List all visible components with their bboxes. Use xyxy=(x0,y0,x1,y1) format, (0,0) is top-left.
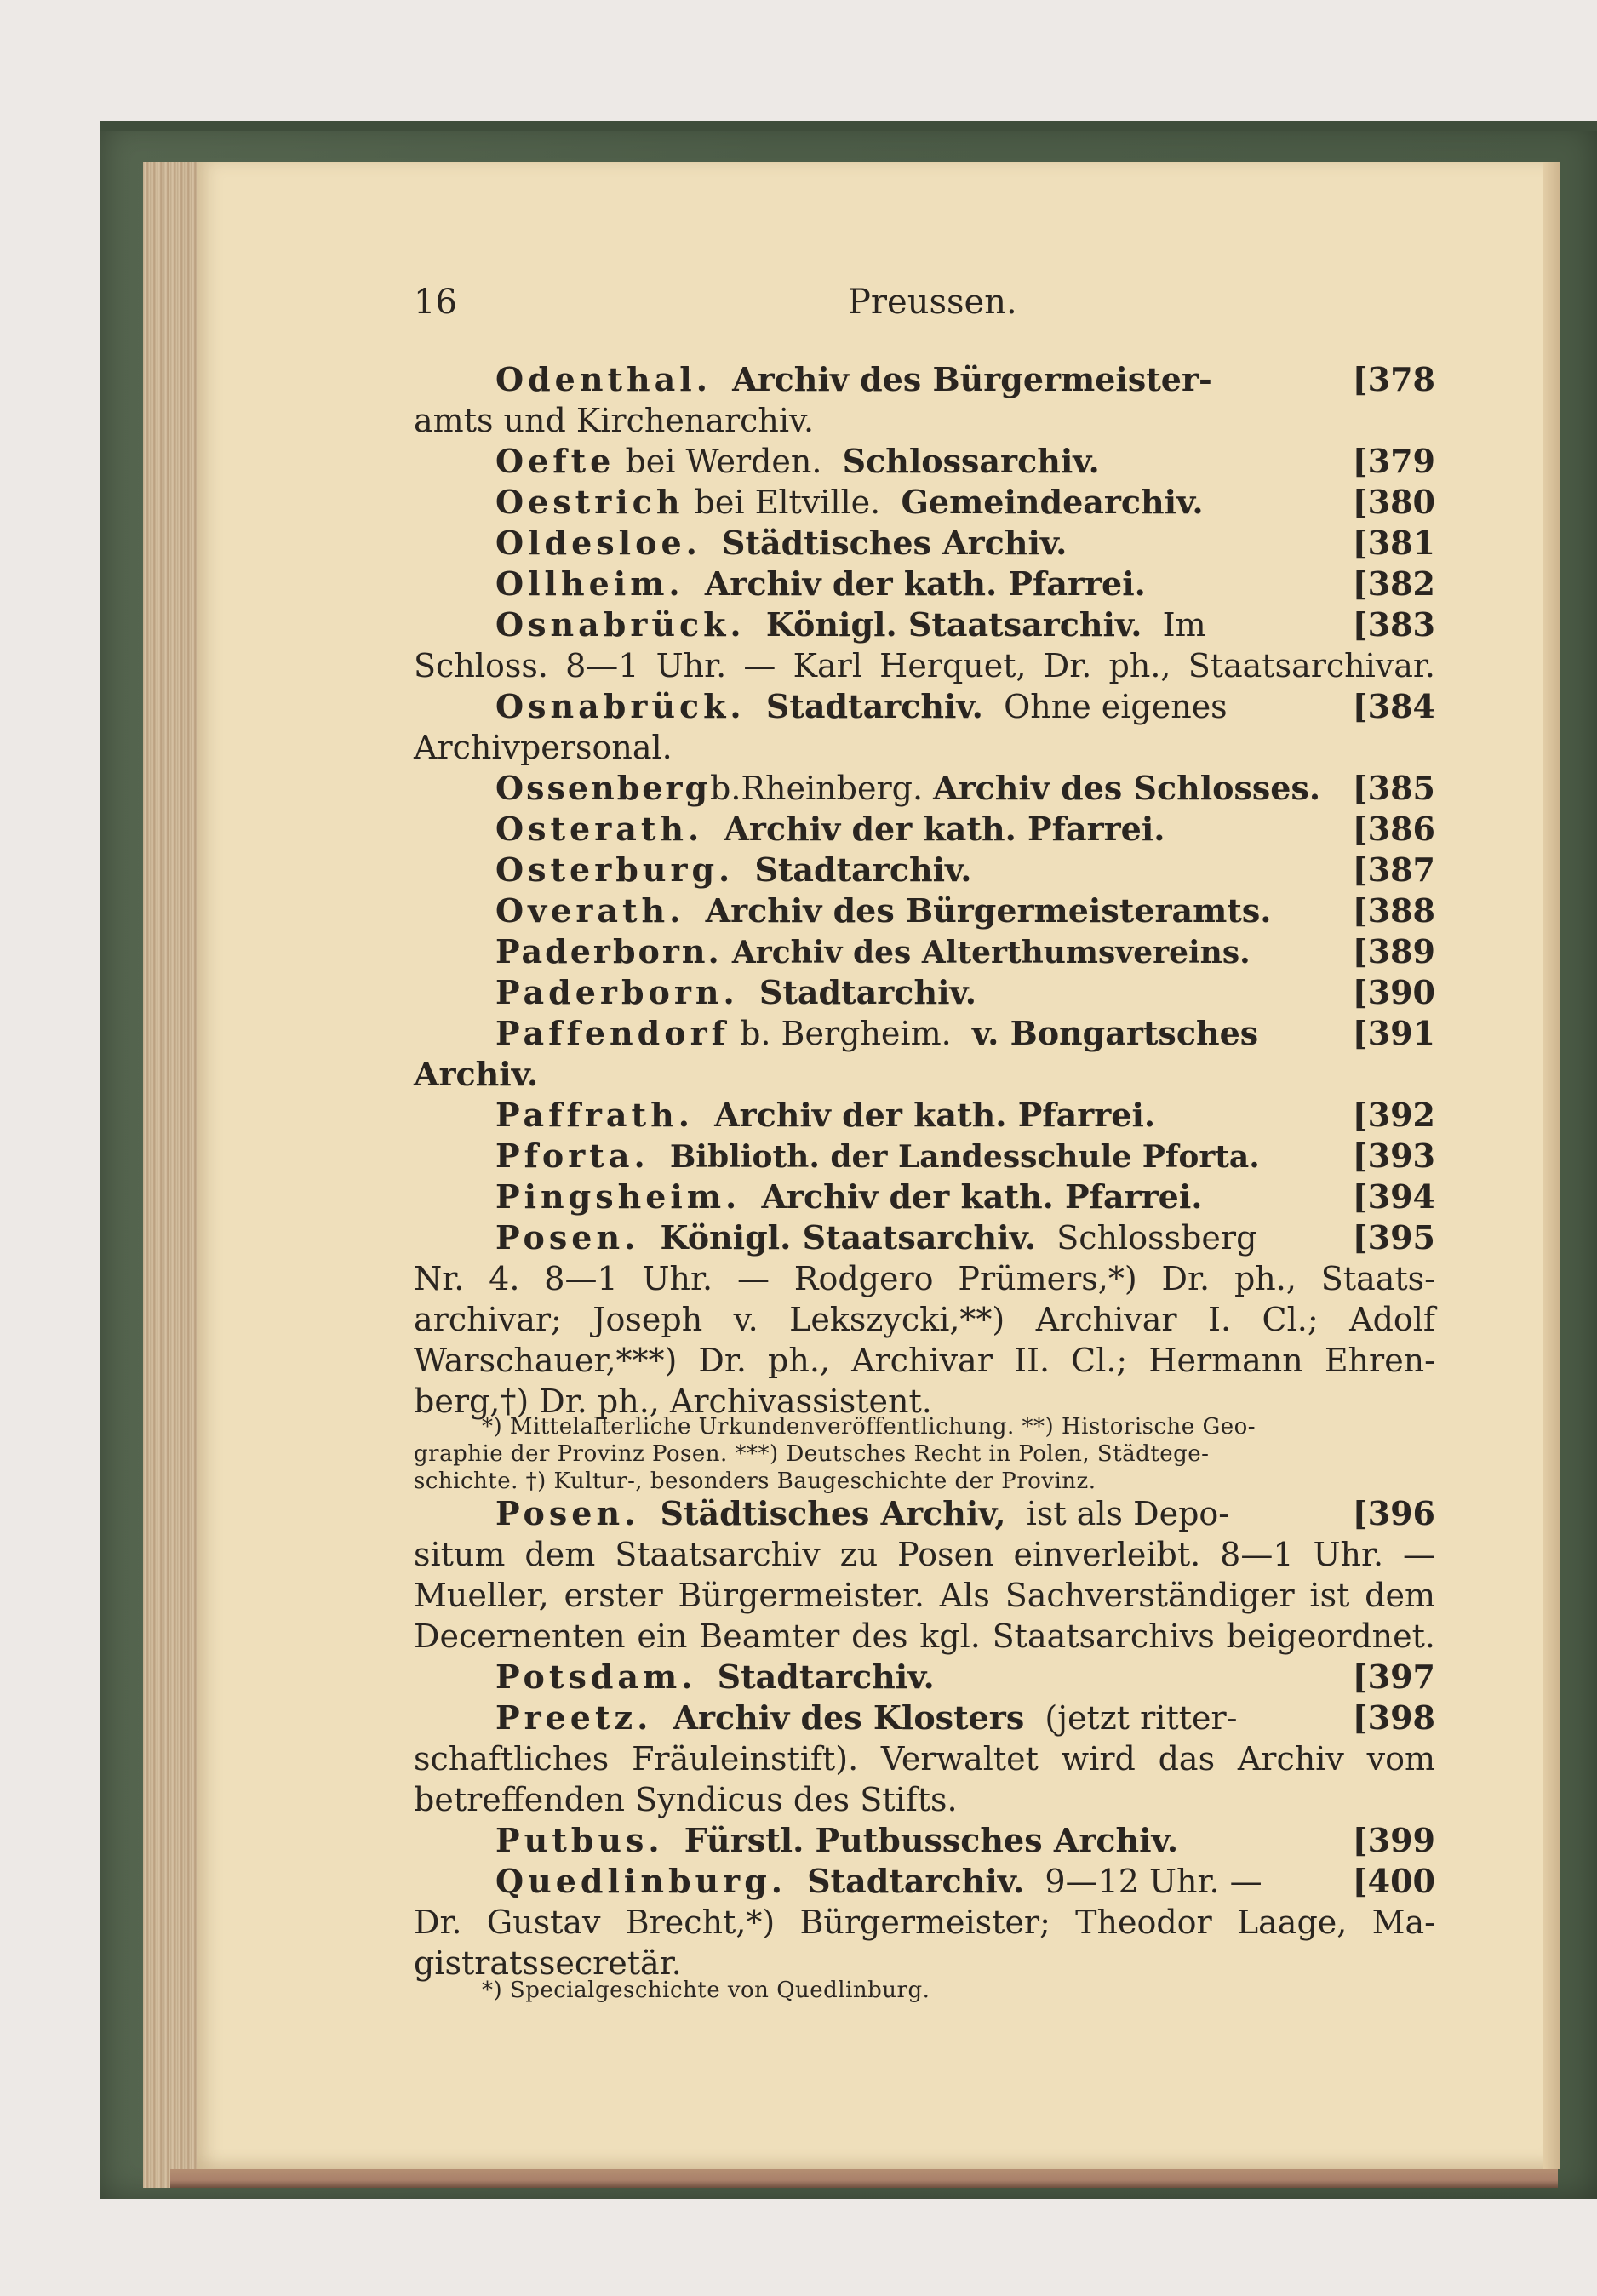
entry-line: Paffendorf b. Bergheim. v. Bongartsches [391 xyxy=(495,1014,1435,1052)
entry-continuation: berg,†) Dr. ph., Archivassistent. xyxy=(414,1383,932,1420)
entry-continuation: Archivpersonal. xyxy=(414,729,673,766)
entry-line: Ossenbergb.Rheinberg. Archiv des Schlosses. [385 xyxy=(495,769,1435,807)
entry-number: [394 xyxy=(1352,1177,1435,1216)
entry-line: Paderborn. Archiv des Alterthumsvereins. [389 xyxy=(495,932,1435,971)
entry-line: Posen. Königl. Staatsarchiv. Schlossberg [395 xyxy=(495,1218,1435,1257)
entry-line: Quedlinburg. Stadtarchiv. 9—12 Uhr. — [400 xyxy=(495,1862,1435,1900)
entry-continuation: schaftliches Fräuleinstift). Verwaltet wird das Archiv vom xyxy=(414,1740,1435,1778)
entry-number: [380 xyxy=(1352,483,1435,521)
entry-number: [395 xyxy=(1352,1218,1435,1257)
entry-number: [400 xyxy=(1352,1862,1435,1900)
entry-number: [396 xyxy=(1352,1494,1435,1532)
footnote-line: *) Mittelalterliche Urkundenveröffentlichung. **) Historische Geo- xyxy=(482,1414,1256,1440)
entry-continuation: archivar; Joseph v. Lekszycki,**) Archivar I. Cl.; Adolf xyxy=(414,1301,1435,1338)
entry-continuation: Decernenten ein Beamter des kgl. Staatsarchivs beigeordnet. xyxy=(414,1618,1435,1655)
entry-number: [397 xyxy=(1352,1658,1435,1696)
entry-number: [389 xyxy=(1352,932,1435,971)
entry-line: Oestrich bei Eltville. Gemeindearchiv. [380 xyxy=(495,483,1435,521)
entry-continuation: gistratssecretär. xyxy=(414,1944,682,1982)
entry-number: [387 xyxy=(1352,850,1435,889)
entry-number: [388 xyxy=(1352,891,1435,930)
entry-line: Odenthal. Archiv des Bürgermeister- [378 xyxy=(495,360,1435,398)
entry-line: Posen. Städtisches Archiv, ist als Depo- [396 xyxy=(495,1494,1435,1532)
entry-continuation: amts und Kirchenarchiv. xyxy=(414,402,815,439)
entry-number: [381 xyxy=(1352,524,1435,562)
entry-number: [398 xyxy=(1352,1698,1435,1737)
entry-number: [399 xyxy=(1352,1821,1435,1859)
entry-continuation: Nr. 4. 8—1 Uhr. — Rodgero Prümers,*) Dr. ph., Staats- xyxy=(414,1260,1435,1297)
entry-line: Paderborn. Stadtarchiv. [390 xyxy=(495,973,1435,1011)
page-right-edge xyxy=(1543,162,1560,2169)
entry-number: [379 xyxy=(1352,442,1435,480)
cover-top-edge xyxy=(100,121,1597,131)
entry-continuation: Mueller, erster Bürgermeister. Als Sachverständiger ist dem xyxy=(414,1577,1435,1614)
entry-continuation: Schloss. 8—1 Uhr. — Karl Herquet, Dr. ph., Staatsarchivar. xyxy=(414,647,1435,684)
page-stack-edge xyxy=(143,162,197,2188)
entry-line: Oldesloe. Städtisches Archiv. [381 xyxy=(495,524,1435,562)
entry-number: [393 xyxy=(1352,1137,1435,1175)
entry-line: Oefte bei Werden. Schlossarchiv. [379 xyxy=(495,442,1435,480)
entry-line: Osnabrück. Stadtarchiv. Ohne eigenes [384 xyxy=(495,687,1435,725)
entry-line: Osterburg. Stadtarchiv. [387 xyxy=(495,850,1435,889)
entry-number: [382 xyxy=(1352,564,1435,603)
entry-number: [390 xyxy=(1352,973,1435,1011)
entry-line: Preetz. Archiv des Klosters (jetzt ritter- [398 xyxy=(495,1698,1435,1737)
entry-continuation: Dr. Gustav Brecht,*) Bürgermeister; Theodor Laage, Ma- xyxy=(414,1904,1435,1941)
entry-line: Putbus. Fürstl. Putbussches Archiv. [399 xyxy=(495,1821,1435,1859)
entry-number: [385 xyxy=(1352,769,1435,807)
entry-line: Potsdam. Stadtarchiv. [397 xyxy=(495,1658,1435,1696)
page-number: 16 xyxy=(414,283,457,322)
footnote-line: *) Specialgeschichte von Quedlinburg. xyxy=(482,1978,930,2003)
entry-line: Pingsheim. Archiv der kath. Pfarrei. [394 xyxy=(495,1177,1435,1216)
entry-line: Paffrath. Archiv der kath. Pfarrei. [392 xyxy=(495,1096,1435,1134)
entry-continuation: situm dem Staatsarchiv zu Posen einverleibt. 8—1 Uhr. — xyxy=(414,1536,1435,1573)
entry-continuation: Archiv. xyxy=(414,1055,539,1093)
entry-line: Ollheim. Archiv der kath. Pfarrei. [382 xyxy=(495,564,1435,603)
page-bottom-edge xyxy=(170,2169,1558,2188)
entry-number: [392 xyxy=(1352,1096,1435,1134)
entry-line: Osnabrück. Königl. Staatsarchiv. Im [383 xyxy=(495,605,1435,644)
entry-continuation: Warschauer,***) Dr. ph., Archivar II. Cl.; Hermann Ehren- xyxy=(414,1342,1435,1379)
entry-line: Overath. Archiv des Bürgermeisteramts. [388 xyxy=(495,891,1435,930)
entry-number: [391 xyxy=(1352,1014,1435,1052)
running-head: Preussen. xyxy=(848,283,1017,322)
entry-number: [383 xyxy=(1352,605,1435,644)
footnote-line: graphie der Provinz Posen. ***) Deutsches Recht in Polen, Städtege- xyxy=(414,1441,1210,1467)
entry-number: [386 xyxy=(1352,810,1435,848)
entry-number: [378 xyxy=(1352,360,1435,398)
entry-number: [384 xyxy=(1352,687,1435,725)
entry-line: Osterath. Archiv der kath. Pfarrei. [386 xyxy=(495,810,1435,848)
entry-line: Pforta. Biblioth. der Landesschule Pforta. [393 xyxy=(495,1137,1435,1175)
footnote-line: schichte. †) Kultur-, besonders Baugeschichte der Provinz. xyxy=(414,1469,1096,1494)
entry-continuation: betreffenden Syndicus des Stifts. xyxy=(414,1781,958,1818)
